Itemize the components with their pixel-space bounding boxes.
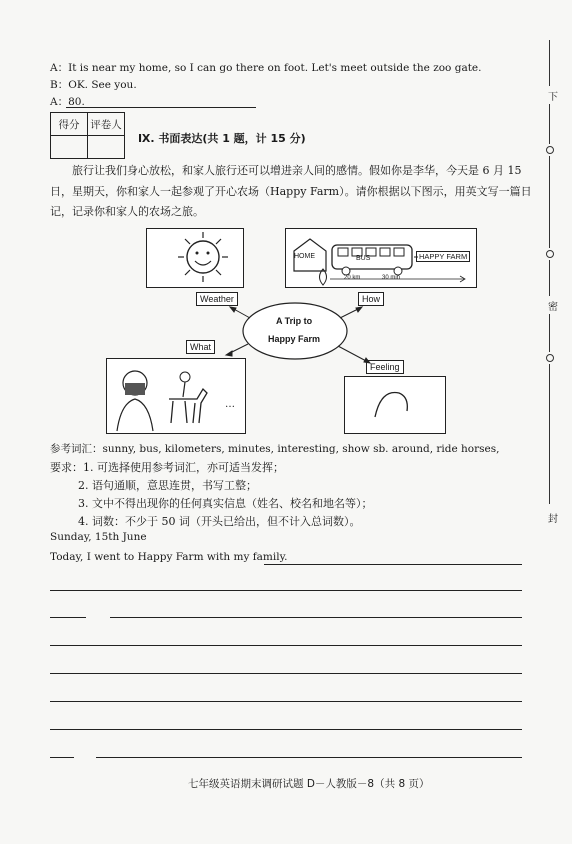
- time-label: 30 min: [382, 275, 401, 281]
- prompt-line-3: 记，记录你和家人的农场之旅。: [50, 205, 204, 218]
- how-picture: [285, 228, 477, 288]
- feeling-picture: [344, 376, 446, 434]
- dialogue-line-a1: A：It is near my home, so I can go there on foot. Let's meet outside the zoo gate.: [50, 62, 482, 74]
- what-tag: What: [186, 340, 215, 354]
- dialogue-a2-prefix: A：: [50, 96, 69, 108]
- photographer-icon: [117, 371, 153, 431]
- margin-line-6: [549, 364, 550, 504]
- grader-cell: [88, 136, 125, 159]
- center-ellipse: [220, 296, 380, 366]
- margin-circle-1: [546, 146, 554, 154]
- writing-line-3[interactable]: [110, 617, 522, 618]
- margin-line-3: [549, 156, 550, 248]
- diary-start: Today, I went to Happy Farm with my family.: [50, 551, 288, 563]
- answer-underline: [66, 107, 256, 108]
- sun-icon: [147, 229, 243, 287]
- writing-line-1[interactable]: [264, 564, 522, 565]
- horse-rider-icon: [169, 372, 207, 423]
- dialogue-line-b1: B：OK. See you.: [50, 79, 137, 91]
- margin-line-5: [549, 314, 550, 352]
- more-ellipsis: …: [225, 399, 235, 410]
- margin-text-mi: 密: [548, 302, 558, 313]
- writing-line-2[interactable]: [50, 590, 522, 591]
- bus-label: BUS: [356, 255, 371, 262]
- margin-circle-3: [546, 354, 554, 362]
- prompt-line-1: 旅行让我们身心放松，和家人旅行还可以增进亲人间的感情。假如你是李华，今天是 6 月 15: [72, 164, 522, 177]
- writing-line-5[interactable]: [50, 673, 522, 674]
- score-cell: [51, 136, 88, 159]
- requirement-2: 2. 语句通顺，意思连贯，书写工整；: [78, 479, 257, 492]
- arc-icon: [345, 377, 445, 433]
- bus-icon: [332, 245, 412, 275]
- home-label: HOME: [294, 253, 315, 260]
- diary-date: Sunday, 15th June: [50, 531, 147, 543]
- requirement-3: 3. 文中不得出现你的任何真实信息（姓名、校名和地名等）；: [78, 497, 373, 510]
- distance-label: 20 km: [344, 275, 361, 281]
- margin-text-xia: 下: [548, 92, 558, 103]
- vocab-line: 参考词汇：sunny, bus, kilometers, minutes, interesting, show sb. around, ride horses,: [50, 443, 500, 455]
- how-tag: How: [358, 292, 384, 306]
- score-table: [50, 112, 125, 159]
- margin-circle-2: [546, 250, 554, 258]
- writing-line-7[interactable]: [50, 729, 522, 730]
- margin-text-feng: 封: [548, 514, 558, 525]
- margin-line-4: [549, 260, 550, 296]
- feeling-tag: Feeling: [366, 360, 404, 374]
- farm-label: HAPPY FARM: [416, 251, 470, 262]
- weather-picture: [146, 228, 244, 288]
- what-picture: [106, 358, 246, 434]
- margin-line-1: [549, 40, 550, 86]
- prompt-line-2: 日，星期天，你和家人一起参观了开心农场（Happy Farm）。请你根据以下图示，用英文写一篇日: [50, 185, 532, 198]
- writing-line-4[interactable]: [50, 645, 522, 646]
- grader-label: 评卷人: [88, 113, 125, 136]
- margin-line-2: [549, 104, 550, 144]
- center-title-1: A Trip to: [276, 316, 313, 326]
- weather-tag: Weather: [196, 292, 238, 306]
- requirement-1: 要求：1. 可选择使用参考词汇，亦可适当发挥；: [50, 461, 284, 474]
- writing-line-8[interactable]: [96, 757, 522, 758]
- answer-blank-80: 80.: [68, 96, 85, 108]
- section-title: Ⅸ. 书面表达(共 1 题，计 15 分): [138, 132, 306, 145]
- writing-line-8a: [50, 757, 74, 758]
- center-title-2: Happy Farm: [268, 334, 321, 344]
- score-label: 得分: [51, 113, 88, 136]
- requirement-4: 4. 词数：不少于 50 词（开头已给出，但不计入总词数）。: [78, 515, 361, 528]
- writing-line-6[interactable]: [50, 701, 522, 702]
- writing-line-3a: [50, 617, 86, 618]
- page-footer: 七年级英语期末调研试题 D－人教版－8（共 8 页）: [188, 778, 430, 790]
